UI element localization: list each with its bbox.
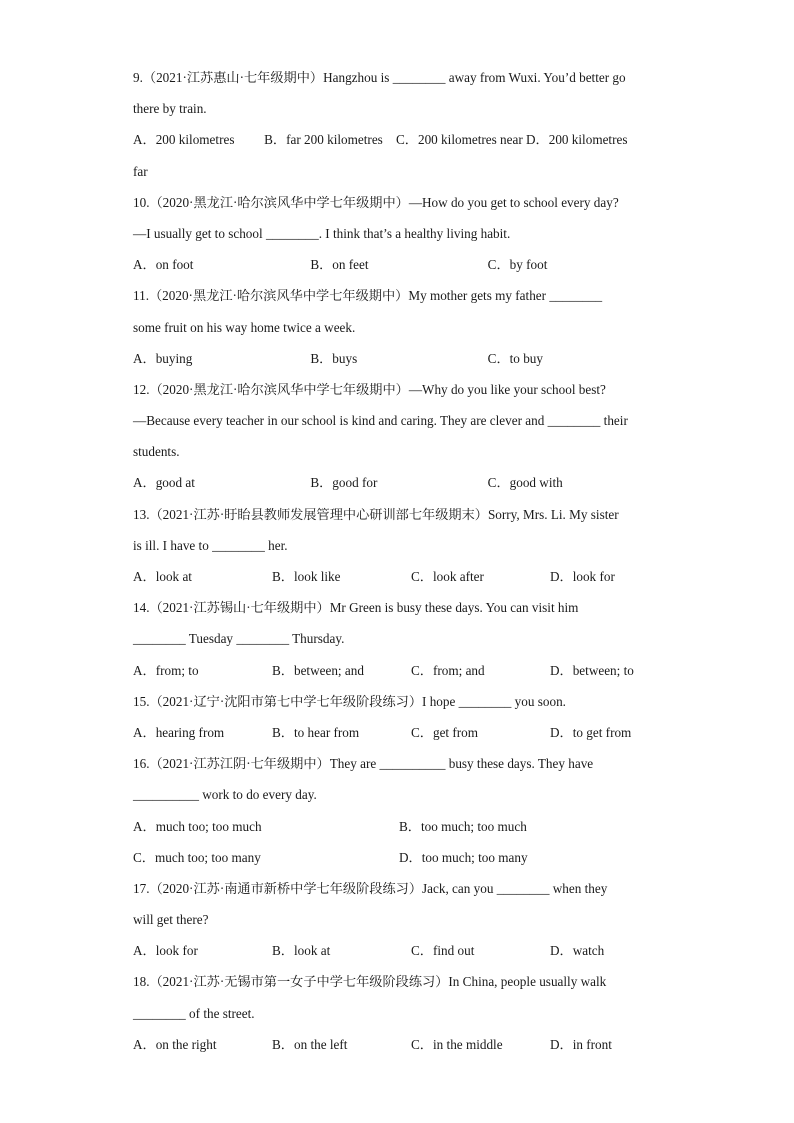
option-a[interactable]: A．on foot xyxy=(133,257,194,273)
question-18-options xyxy=(133,1029,665,1060)
question-18 xyxy=(133,966,665,1060)
option-b[interactable]: B．far 200 kilometres xyxy=(264,132,383,148)
question-15-stem-line-1: 15.（2021·辽宁·沈阳市第七中学七年级阶段练习）I hope ________ you soon. xyxy=(133,693,566,709)
question-12 xyxy=(133,374,665,499)
option-d[interactable]: D．200 kilometres xyxy=(526,132,628,148)
question-12-stem-line-3: students. xyxy=(133,444,180,460)
question-18-stem-line-2: ________ of the street. xyxy=(133,1005,255,1021)
option-c[interactable]: C．find out xyxy=(411,943,475,959)
option-c[interactable]: C．good with xyxy=(487,475,563,491)
question-18-stem-line-1: 18.（2021·江苏·无锡市第一女子中学七年级阶段练习）In China, people usually walk xyxy=(133,974,607,990)
option-a[interactable]: A．look for xyxy=(133,943,198,959)
option-a[interactable]: A．from; to xyxy=(133,662,199,678)
option-c[interactable]: C．look after xyxy=(411,569,484,584)
option-d[interactable]: D．too much; too many xyxy=(399,849,528,865)
question-16-stem-line-1: 16.（2021·江苏江阴·七年级期中）They are __________ busy these days. They have xyxy=(133,756,594,772)
question-12-stem-line-2: —Because every teacher in our school is kind and caring. They are clever and ________ their xyxy=(133,413,628,429)
option-a[interactable]: A．on the right xyxy=(133,1036,217,1052)
option-c[interactable]: C．by foot xyxy=(487,257,548,273)
question-15-options xyxy=(133,717,665,748)
option-c[interactable]: C．to buy xyxy=(487,350,543,366)
question-13 xyxy=(133,499,665,593)
option-d[interactable]: D．in front xyxy=(550,1036,612,1052)
question-16-stem-line-2: __________ work to do every day. xyxy=(133,787,317,803)
worksheet-page xyxy=(133,62,665,1060)
question-16-options-row-2 xyxy=(133,842,665,873)
option-a[interactable]: A．hearing from xyxy=(133,724,225,740)
question-9-options xyxy=(133,124,665,155)
question-14 xyxy=(133,592,665,686)
question-12-options xyxy=(133,467,665,498)
option-d[interactable]: D．look for xyxy=(550,569,615,584)
question-9 xyxy=(133,62,665,187)
option-b[interactable]: B．look like xyxy=(272,569,341,584)
question-9-stem-line-2: there by train. xyxy=(133,101,207,117)
option-d[interactable]: D．to get from xyxy=(550,724,632,740)
question-14-stem-line-2: ________ Tuesday ________ Thursday. xyxy=(133,631,345,647)
question-17-options xyxy=(133,935,665,966)
question-11-stem-line-2: some fruit on his way home twice a week. xyxy=(133,319,356,335)
option-a[interactable]: A．buying xyxy=(133,350,193,366)
option-b[interactable]: B．between; and xyxy=(272,662,364,678)
option-a[interactable]: A．200 kilometres xyxy=(133,132,235,148)
question-9-stem-line-1: 9.（2021·江苏惠山·七年级期中）Hangzhou is ________ away from Wuxi. You’d better go xyxy=(133,70,626,85)
question-17 xyxy=(133,873,665,967)
question-10-options xyxy=(133,249,665,280)
option-d[interactable]: D．watch xyxy=(550,943,605,959)
option-b[interactable]: B．buys xyxy=(310,350,358,366)
question-13-stem-line-2: is ill. I have to ________ her. xyxy=(133,537,288,553)
option-c[interactable]: C．much too; too many xyxy=(133,849,261,865)
question-13-options xyxy=(133,561,665,592)
question-16 xyxy=(133,748,665,873)
question-10-stem-line-2: —I usually get to school ________. I think that’s a healthy living habit. xyxy=(133,225,511,241)
option-a[interactable]: A．look at xyxy=(133,569,192,584)
question-14-options xyxy=(133,655,665,686)
question-13-stem-line-1: 13.（2021·江苏·盱眙县教师发展管理中心研训部七年级期末）Sorry, Mrs. Li. My sister xyxy=(133,506,619,522)
option-b[interactable]: B．good for xyxy=(310,475,378,491)
question-14-stem-line-1: 14.（2021·江苏锡山·七年级期中）Mr Green is busy these days. You can visit him xyxy=(133,600,579,616)
question-10-stem-line-1: 10.（2020·黑龙江·哈尔滨风华中学七年级期中）—How do you get to school every day? xyxy=(133,194,619,210)
question-11-options xyxy=(133,343,665,374)
question-10 xyxy=(133,187,665,281)
option-b[interactable]: B．look at xyxy=(272,943,331,959)
option-c[interactable]: C．from; and xyxy=(411,662,485,678)
option-a[interactable]: A．good at xyxy=(133,475,195,491)
question-16-options-row-1 xyxy=(133,811,665,842)
option-c[interactable]: C．get from xyxy=(411,724,479,740)
option-c[interactable]: C．200 kilometres near xyxy=(396,132,523,148)
option-c[interactable]: C．in the middle xyxy=(411,1036,503,1052)
option-d[interactable]: D．between; to xyxy=(550,662,634,678)
question-15 xyxy=(133,686,665,748)
question-12-stem-line-1: 12.（2020·黑龙江·哈尔滨风华中学七年级期中）—Why do you like your school best? xyxy=(133,381,606,397)
question-17-stem-line-2: will get there? xyxy=(133,912,209,928)
option-b[interactable]: B．too much; too much xyxy=(399,818,527,834)
option-b[interactable]: B．on feet xyxy=(310,257,369,273)
option-d-continued: far xyxy=(133,163,148,179)
question-11 xyxy=(133,280,665,374)
option-a[interactable]: A．much too; too much xyxy=(133,818,262,834)
question-17-stem-line-1: 17.（2020·江苏·南通市新桥中学七年级阶段练习）Jack, can you ________ when they xyxy=(133,880,608,896)
question-11-stem-line-1: 11.（2020·黑龙江·哈尔滨风华中学七年级期中）My mother gets my father ________ xyxy=(133,288,603,304)
option-b[interactable]: B．to hear from xyxy=(272,724,360,740)
option-b[interactable]: B．on the left xyxy=(272,1036,348,1052)
